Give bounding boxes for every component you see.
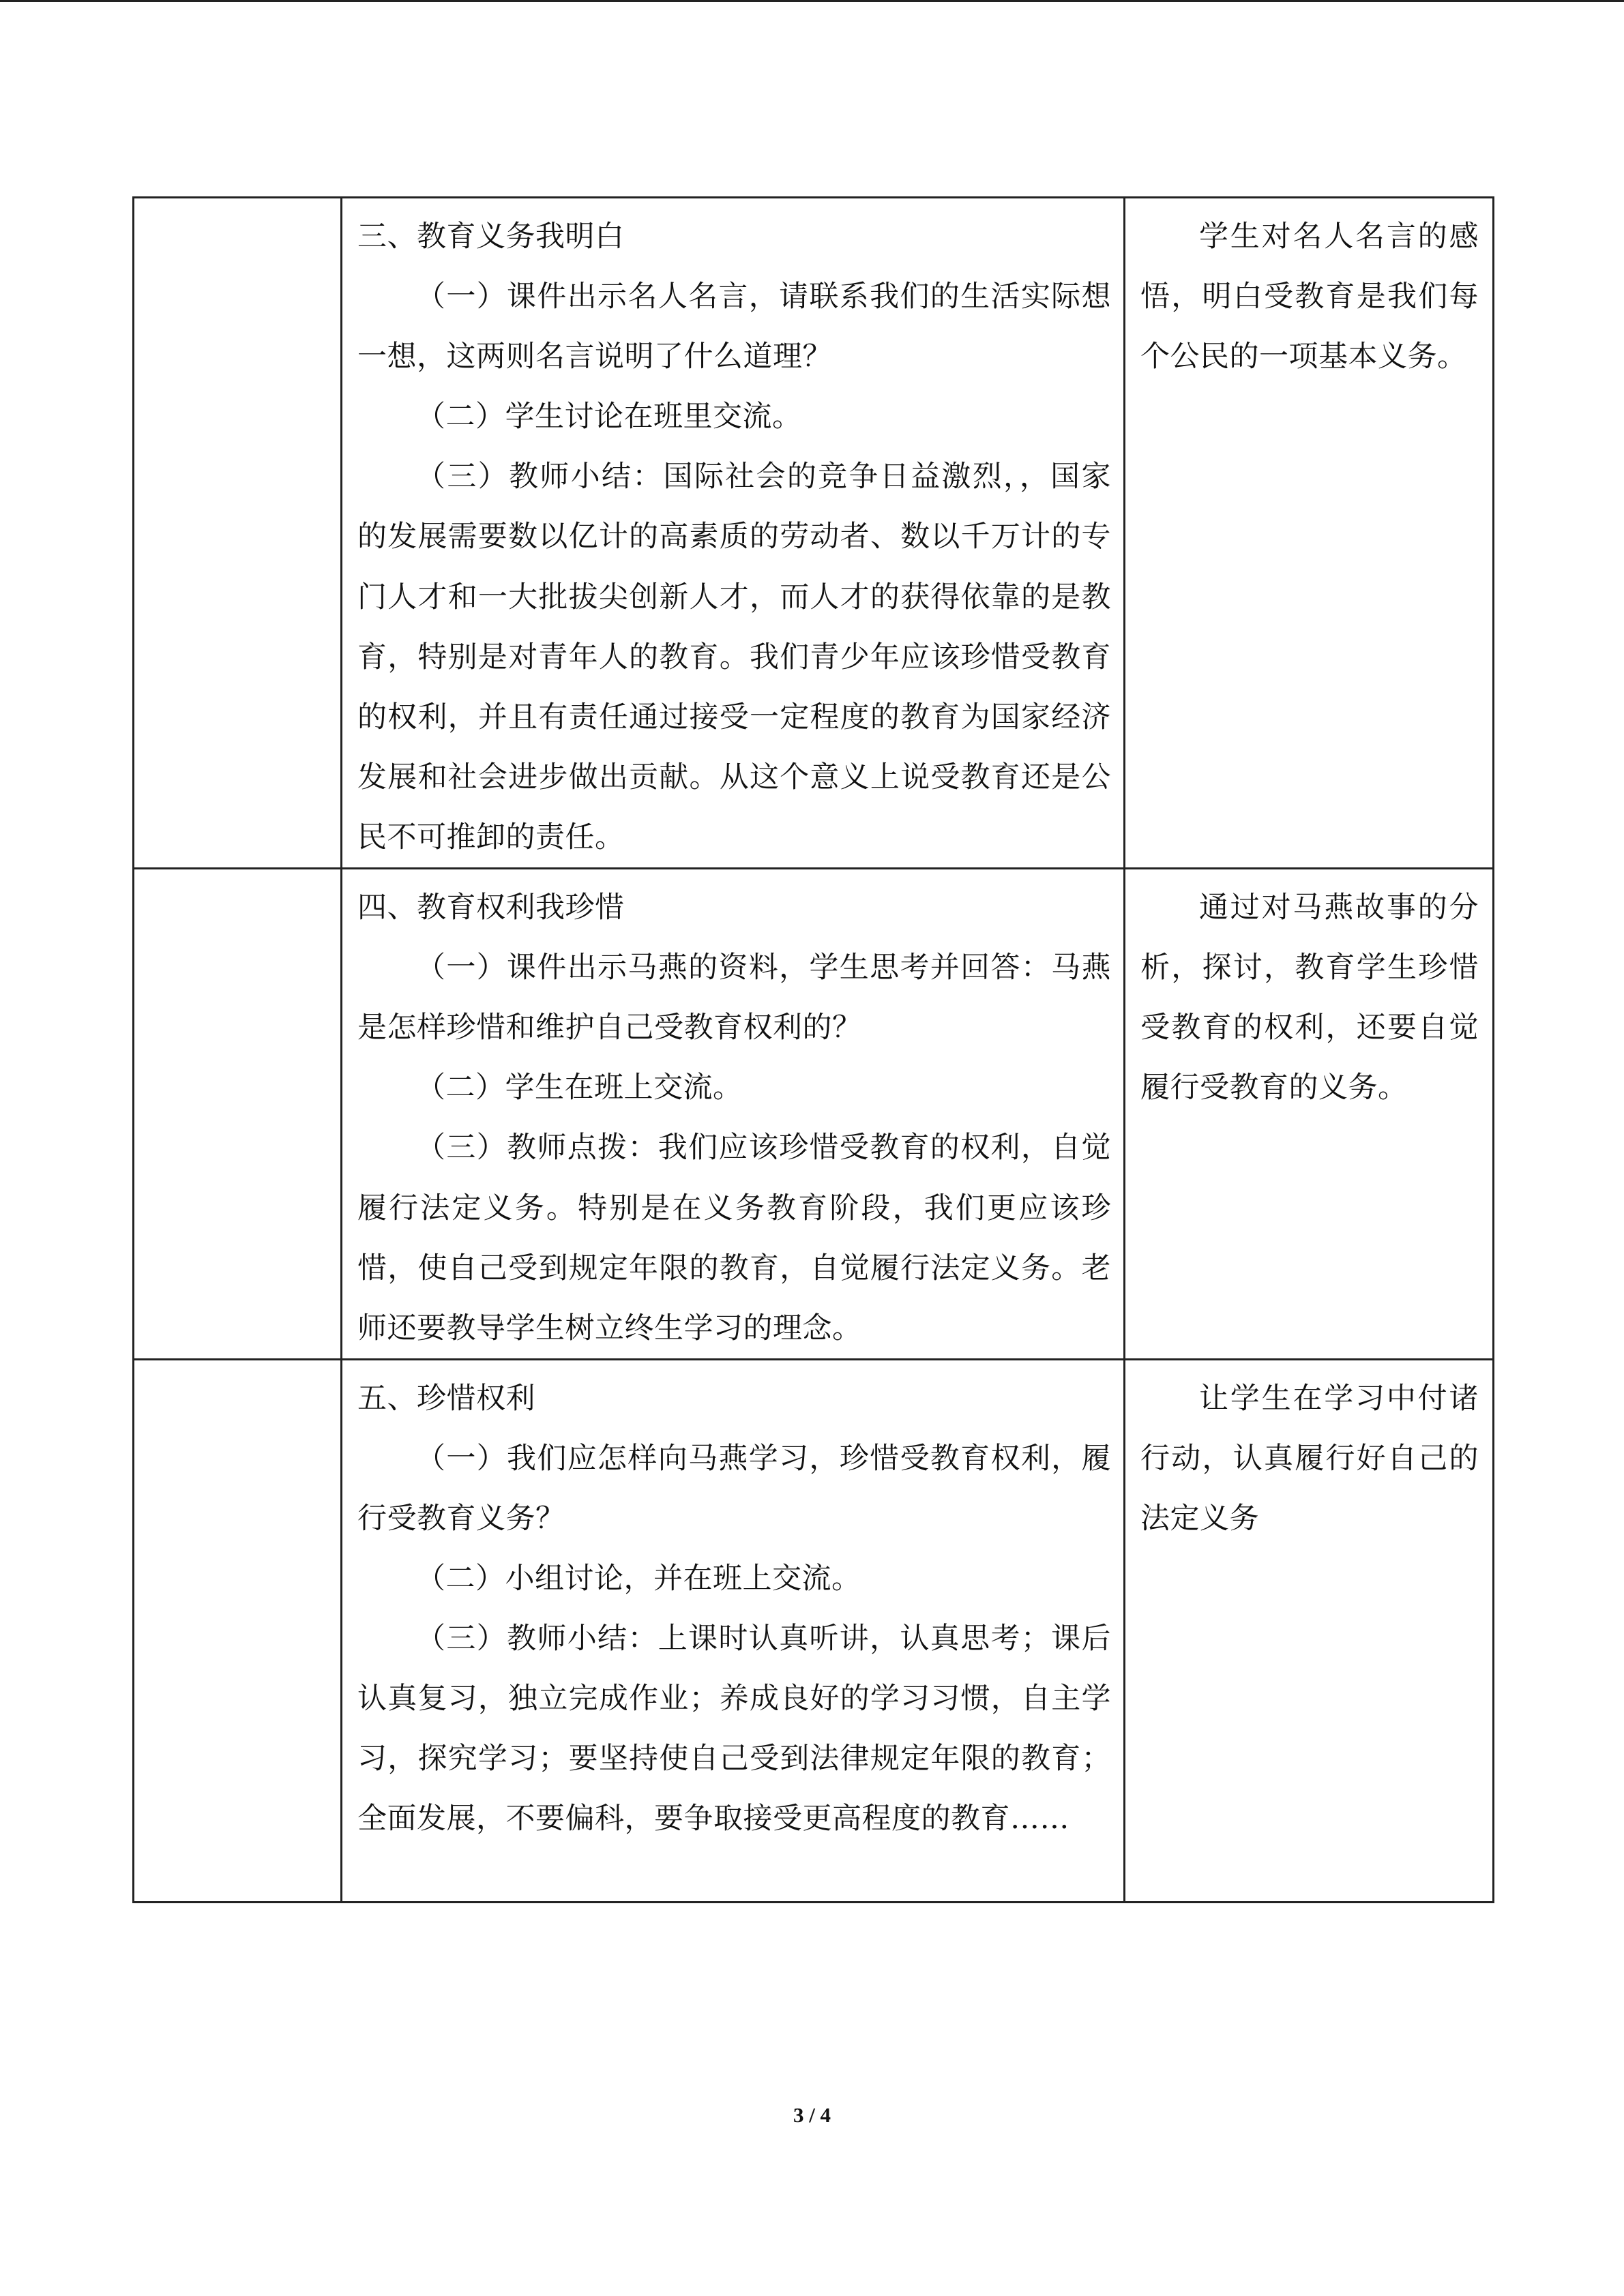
activity-paragraph: （二）学生在班上交流。: [416, 1071, 743, 1105]
stage-cell: [134, 198, 342, 869]
intent-cell: [1125, 1359, 1494, 1902]
table-row-section-4: [134, 869, 1494, 1360]
page-top-border: [0, 0, 1624, 2]
design-intent-text: 让学生在学习中付诸行动，认真履行好自己的法定义务: [1140, 1381, 1479, 1536]
design-intent-text: 学生对名人名言的感悟，明白受教育是我们每个公民的一项基本义务。: [1140, 220, 1479, 374]
intent-cell: [1125, 198, 1494, 869]
activity-paragraph: （一）课件出示马燕的资料，学生思考并回答：马燕是怎样珍惜和维护自己受教育权利的？: [357, 951, 1111, 1045]
design-intent-text: 通过对马燕故事的分析，探讨，教育学生珍惜受教育的权利，还要自觉履行受教育的义务。: [1140, 891, 1479, 1105]
activity-cell: [342, 198, 1125, 869]
activity-paragraph: （一）课件出示名人名言，请联系我们的生活实际想一想，这两则名言说明了什么道理？: [357, 280, 1111, 374]
table-row-section-3: [134, 198, 1494, 869]
activity-paragraph: （二）学生讨论在班里交流。: [416, 400, 802, 434]
section-title: 五、珍惜权利: [357, 1381, 535, 1416]
intent-cell: [1125, 869, 1494, 1360]
section-title: 三、教育义务我明白: [357, 220, 625, 254]
activity-paragraph: （三）教师小结：国际社会的竞争日益激烈，，国家的发展需要数以亿计的高素质的劳动者、数以千万计的专门人才和一大批拔尖创新人才，而人才的获得依靠的是教育，特别是对青年人的教育。我们青少年应该珍惜受教育的权利，并且有责任通过接受一定程度的教育为国家经济发展和社会进步做出贡献。从这个意义上说受教育还是公民不可推卸的责任。: [357, 460, 1111, 854]
stage-cell: [134, 869, 342, 1360]
activity-paragraph: （一）我们应怎样向马燕学习，珍惜受教育权利，履行受教育义务？: [357, 1441, 1111, 1536]
activity-paragraph: （三）教师点拨：我们应该珍惜受教育的权利，自觉履行法定义务。特别是在义务教育阶段，我们更应该珍惜，使自己受到规定年限的教育，自觉履行法定义务。老师还要教导学生树立终生学习的理念。: [357, 1131, 1111, 1345]
table-row-section-5: [134, 1359, 1494, 1902]
page-number: 3 / 4: [793, 2103, 831, 2127]
section-title: 四、教育权利我珍惜: [357, 891, 625, 925]
activity-paragraph: （三）教师小结：上课时认真听讲，认真思考；课后认真复习，独立完成作业；养成良好的学习习惯，自主学习，探究学习；要坚持使自己受到法律规定年限的教育；全面发展，不要偏科，要争取接受更高程度的教育……: [357, 1622, 1111, 1836]
activity-paragraph: （二）小组讨论，并在班上交流。: [416, 1562, 861, 1596]
activity-cell: [342, 1359, 1125, 1902]
stage-cell: [134, 1359, 342, 1902]
activity-cell: [342, 869, 1125, 1360]
lesson-plan-table: [132, 196, 1494, 1903]
